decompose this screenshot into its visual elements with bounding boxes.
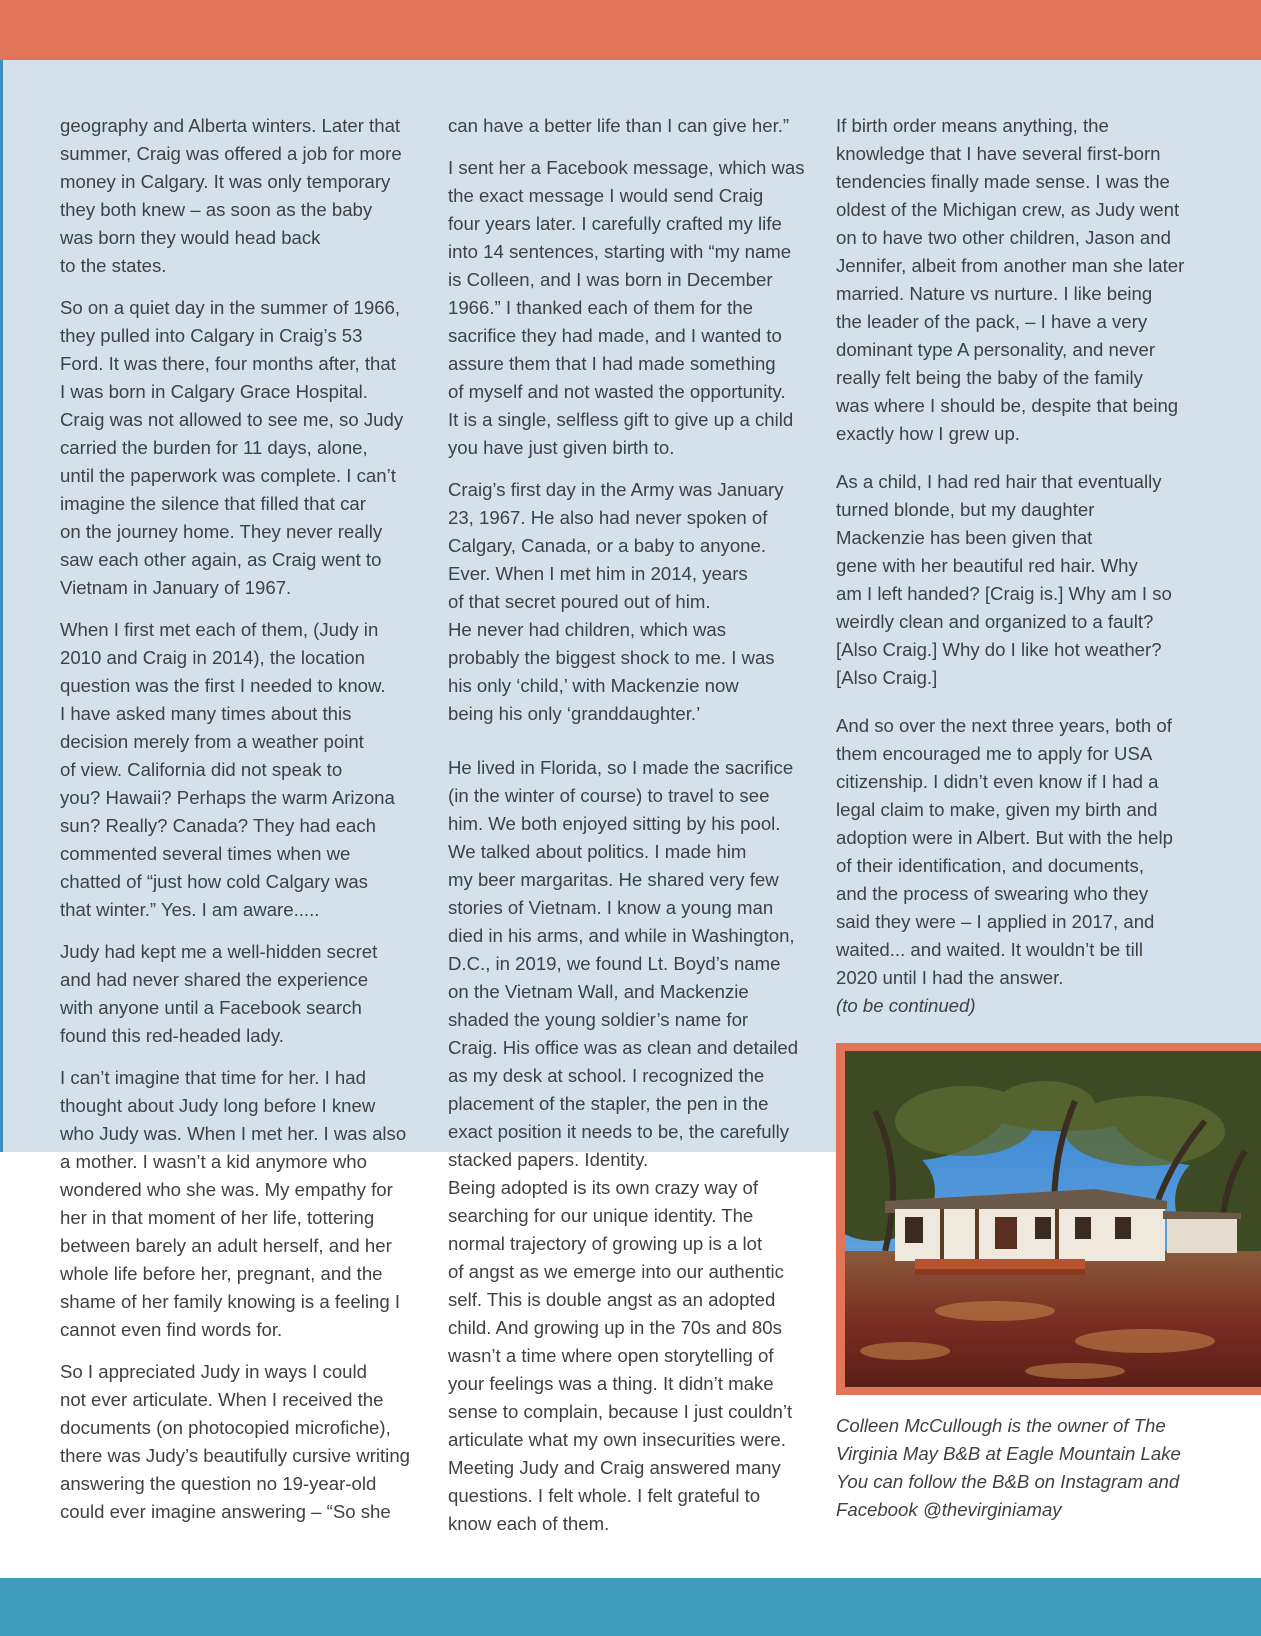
paragraph: Being adopted is its own crazy way of searching for our unique identity. The normal trajectory of growing up is a lot of angst as we emerge into our authentic self. This is double angst as an adopted child. And growing up in the 70s and 80s wasn’t a time where open storytelling of your feelings was a thing. It didn’t make sense to complain, because I just couldn’t articulate what my own insecurities were. Meeting Judy and Craig answered many questions. I felt whole. I felt grateful to know each of them. xyxy=(448,1177,793,1534)
article-column-right xyxy=(836,112,1204,1034)
bnb-house-photo xyxy=(845,1051,1261,1387)
paragraph: He lived in Florida, so I made the sacrifice (in the winter of course) to travel to see him. We both enjoyed sitting by his pool. We talked about politics. I made him my beer margaritas. He shared very few stories of Vietnam. I know a young man died in his arms, and while in Washington, D.C., in 2019, we found Lt. Boyd’s name on the Vietnam Wall, and Mackenzie shaded the young soldier’s name for Craig. His office was as clean and detailed as my desk at school. I recognized the placement of the stapler, the pen in the exact position it needs to be, the carefully stacked papers. Identity. xyxy=(448,757,799,1170)
paragraph: So I appreciated Judy in ways I could not ever articulate. When I received the documents (on photocopied microfiche), there was Judy’s beautifully cursive writing answering the question no 19-year-old could ever imagine answering – “So she xyxy=(60,1361,410,1522)
article-column-left xyxy=(60,112,432,1540)
photo-frame xyxy=(836,1043,1261,1395)
paragraph: Judy had kept me a well-hidden secret and had never shared the experience with anyone until a Facebook search found this red-headed lady. xyxy=(60,941,378,1046)
top-color-band xyxy=(0,0,1261,60)
paragraph: I can’t imagine that time for her. I had thought about Judy long before I knew who Judy was. When I met her. I was also a mother. I wasn’t a kid anymore who wondered who she was. My empathy for her in that moment of her life, tottering between barely an adult herself, and her whole life before her, pregnant, and the shame of her family knowing is a feeling I cannot even find words for. xyxy=(60,1067,407,1340)
paragraph: can have a better life than I can give her.” xyxy=(448,115,790,136)
paragraph: And so over the next three years, both of them encouraged me to apply for USA citizenship. I didn’t even know if I had a legal claim to make, given my birth and adoption were in Albert. But with the help of their identification, and documents, and the process of swearing who they said they were – I applied in 2017, and waited... and waited. It wouldn’t be till 2020 until I had the answer. xyxy=(836,715,1173,988)
article-column-middle xyxy=(448,112,813,1552)
paragraph: geography and Alberta winters. Later that summer, Craig was offered a job for more money in Calgary. It was only temporary they both knew – as soon as the baby was born they would head back to the states. xyxy=(60,115,402,276)
left-accent-rule xyxy=(0,60,3,1152)
bottom-color-band xyxy=(0,1578,1261,1636)
paragraph: So on a quiet day in the summer of 1966, they pulled into Calgary in Craig’s 53 Ford. It was there, four months after, that I was born in Calgary Grace Hospital. Craig was not allowed to see me, so Judy carried the burden for 11 days, alone, until the paperwork was complete. I can’t imagine the silence that filled that car on the journey home. They never really saw each other again, as Craig went to Vietnam in January of 1967. xyxy=(60,297,404,598)
to-be-continued: (to be continued) xyxy=(836,995,976,1016)
paragraph: I sent her a Facebook message, which was the exact message I would send Craig four years later. I carefully crafted my life into 14 sentences, starting with “my name is Colleen, and I was born in December 1966.” I thanked each of them for the sacrifice they had made, and I wanted to assure them that I had made something of myself and not wasted the opportunity. It is a single, selfless gift to give up a child you have just given birth to. xyxy=(448,157,805,458)
paragraph: Craig’s first day in the Army was January 23, 1967. He also had never spoken of Calgary, Canada, or a baby to anyone. Ever. When I met him in 2014, years of that secret poured out of him. He never had children, which was probably the biggest shock to me. I was his only ‘child,’ with Mackenzie now being his only ‘granddaughter.’ xyxy=(448,479,784,724)
paragraph: As a child, I had red hair that eventually turned blonde, but my daughter Mackenzie has been given that gene with her beautiful red hair. Why am I left handed? [Craig is.] Why am I so weirdly clean and organized to a fault? [Also Craig.] Why do I like hot weather? [Also Craig.] xyxy=(836,471,1172,688)
paragraph: If birth order means anything, the knowledge that I have several first-born tendencies finally made sense. I was the oldest of the Michigan crew, as Judy went on to have two other children, Jason and Jennifer, albeit from another man she later married. Nature vs nurture. I like being the leader of the pack, – I have a very dominant type A personality, and never really felt being the baby of the family was where I should be, despite that being exactly how I grew up. xyxy=(836,115,1185,444)
paragraph: When I first met each of them, (Judy in 2010 and Craig in 2014), the location question was the first I needed to know. I have asked many times about this decision merely from a weather point of view. California did not speak to you? Hawaii? Perhaps the warm Arizona sun? Really? Canada? They had each commented several times when we chatted of “just how cold Calgary was that winter.” Yes. I am aware..... xyxy=(60,619,395,920)
photo-caption: Colleen McCullough is the owner of The Virginia May B&B at Eagle Mountain Lake You can follow the B&B on Instagram and Facebook @thevirginiamay xyxy=(836,1415,1181,1520)
